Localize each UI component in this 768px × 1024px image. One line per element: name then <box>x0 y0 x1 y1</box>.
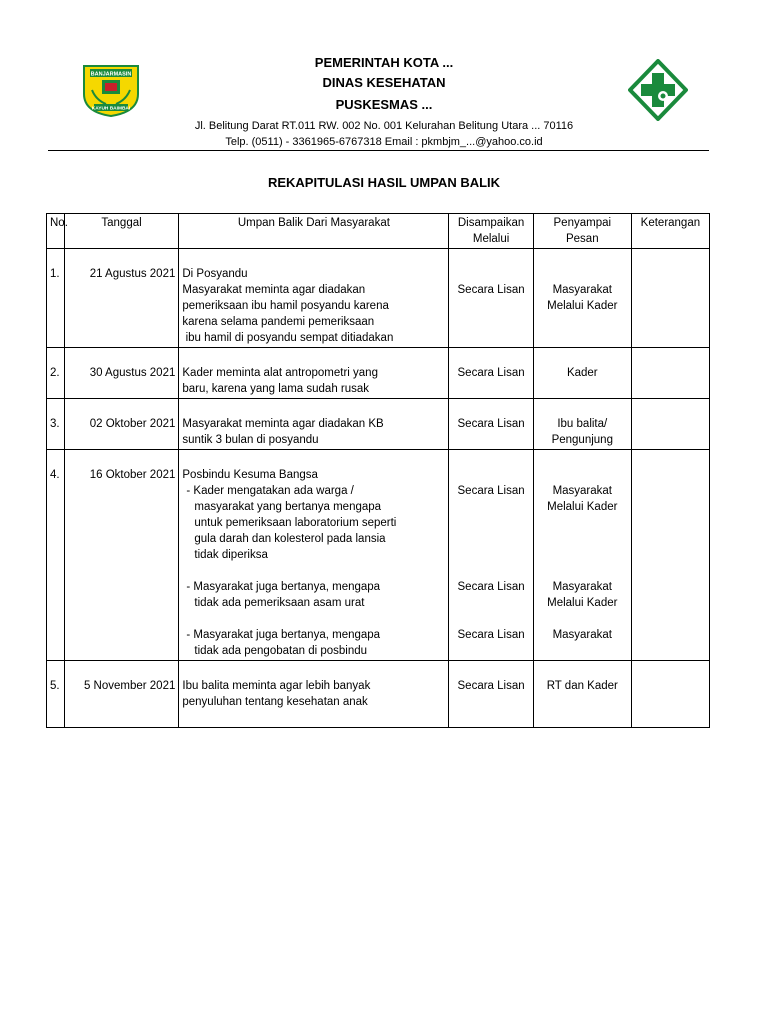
address-line: Jl. Belitung Darat RT.011 RW. 002 No. 001 Kelurahan Belitung Utara ... 70116 <box>194 120 574 132</box>
row-sender: Masyarakat Melalui Kader Masyarakat Melalui Kader Masyarakat <box>533 450 631 661</box>
row-note <box>631 450 709 661</box>
col-header-penyampai-1: Penyampai <box>553 217 612 229</box>
row-feedback: Kader meminta alat antropometri yang baru, karena yang lama sudah rusak <box>179 348 449 399</box>
row-date: 5 November 2021 <box>64 661 179 728</box>
letterhead <box>0 0 768 152</box>
row-no: 5. <box>47 661 65 728</box>
row-feedback: Posbindu Kesuma Bangsa - Kader mengatakan ada warga / masyarakat yang bertanya mengapa untuk pemeriksaan laboratorium seperti gula darah dan kolesterol pada lansia tidak diperiksa - Masyarakat juga bertanya, mengapa tidak ada pemeriksaan asam urat - Masyarakat juga bertanya, mengapa tidak ada pengobatan di posbindu <box>179 450 449 661</box>
table-header-row <box>47 214 710 249</box>
col-header-keterangan: Keterangan <box>631 214 709 249</box>
col-header-penyampai-2: Pesan <box>565 233 599 245</box>
row-note <box>631 399 709 450</box>
logo-left-top-text: BANJARMASIN <box>90 71 132 78</box>
row-channel: Secara Lisan <box>449 348 533 399</box>
col-header-disampaikan <box>449 214 533 249</box>
table-row <box>47 348 710 399</box>
row-note <box>631 249 709 348</box>
row-no: 1. <box>47 249 65 348</box>
row-channel: Secara Lisan Secara Lisan Secara Lisan <box>449 450 533 661</box>
row-feedback: Ibu balita meminta agar lebih banyak penyuluhan tentang kesehatan anak <box>179 661 449 728</box>
row-date: 21 Agustus 2021 <box>64 249 179 348</box>
col-header-disampaikan-2: Melalui <box>472 233 510 245</box>
row-sender: Ibu balita/ Pengunjung <box>533 399 631 450</box>
logo-left-bottom-text: KAYUH BAIMBAI <box>91 106 131 112</box>
col-header-no: No. <box>47 214 65 249</box>
row-note <box>631 661 709 728</box>
col-header-tanggal: Tanggal <box>64 214 179 249</box>
puskesmas-cross-icon <box>628 59 688 121</box>
table-row <box>47 399 710 450</box>
row-feedback: Di Posyandu Masyarakat meminta agar diadakan pemeriksaan ibu hamil posyandu karena karena selama pandemi pemeriksaan ibu hamil di posyandu sempat ditiadakan <box>179 249 449 348</box>
header-line-2: DINAS KESEHATAN <box>322 75 446 90</box>
row-date: 16 Oktober 2021 <box>64 450 179 661</box>
row-date: 02 Oktober 2021 <box>64 399 179 450</box>
row-no: 2. <box>47 348 65 399</box>
header-line-3: PUSKESMAS ... <box>335 97 433 112</box>
row-channel: Secara Lisan <box>449 249 533 348</box>
row-channel: Secara Lisan <box>449 399 533 450</box>
table-row <box>47 661 710 728</box>
row-date: 30 Agustus 2021 <box>64 348 179 399</box>
col-header-penyampai <box>533 214 631 249</box>
header-divider <box>48 150 709 151</box>
contact-line: Telp. (0511) - 3361965-6767318 Email : pkmbjm_...@yahoo.co.id <box>225 136 543 148</box>
row-sender: Kader <box>533 348 631 399</box>
header-line-1: PEMERINTAH KOTA ... <box>314 55 454 70</box>
row-channel: Secara Lisan <box>449 661 533 728</box>
row-no: 3. <box>47 399 65 450</box>
row-sender: Masyarakat Melalui Kader <box>533 249 631 348</box>
table-row <box>47 450 710 661</box>
feedback-table <box>46 213 710 728</box>
row-sender: RT dan Kader <box>533 661 631 728</box>
row-feedback: Masyarakat meminta agar diadakan KB suntik 3 bulan di posyandu <box>179 399 449 450</box>
table-row <box>47 249 710 348</box>
row-no: 4. <box>47 450 65 661</box>
col-header-umpan-balik: Umpan Balik Dari Masyarakat <box>179 214 449 249</box>
document-title: REKAPITULASI HASIL UMPAN BALIK <box>267 175 501 190</box>
row-note <box>631 348 709 399</box>
col-header-disampaikan-1: Disampaikan <box>457 217 525 229</box>
